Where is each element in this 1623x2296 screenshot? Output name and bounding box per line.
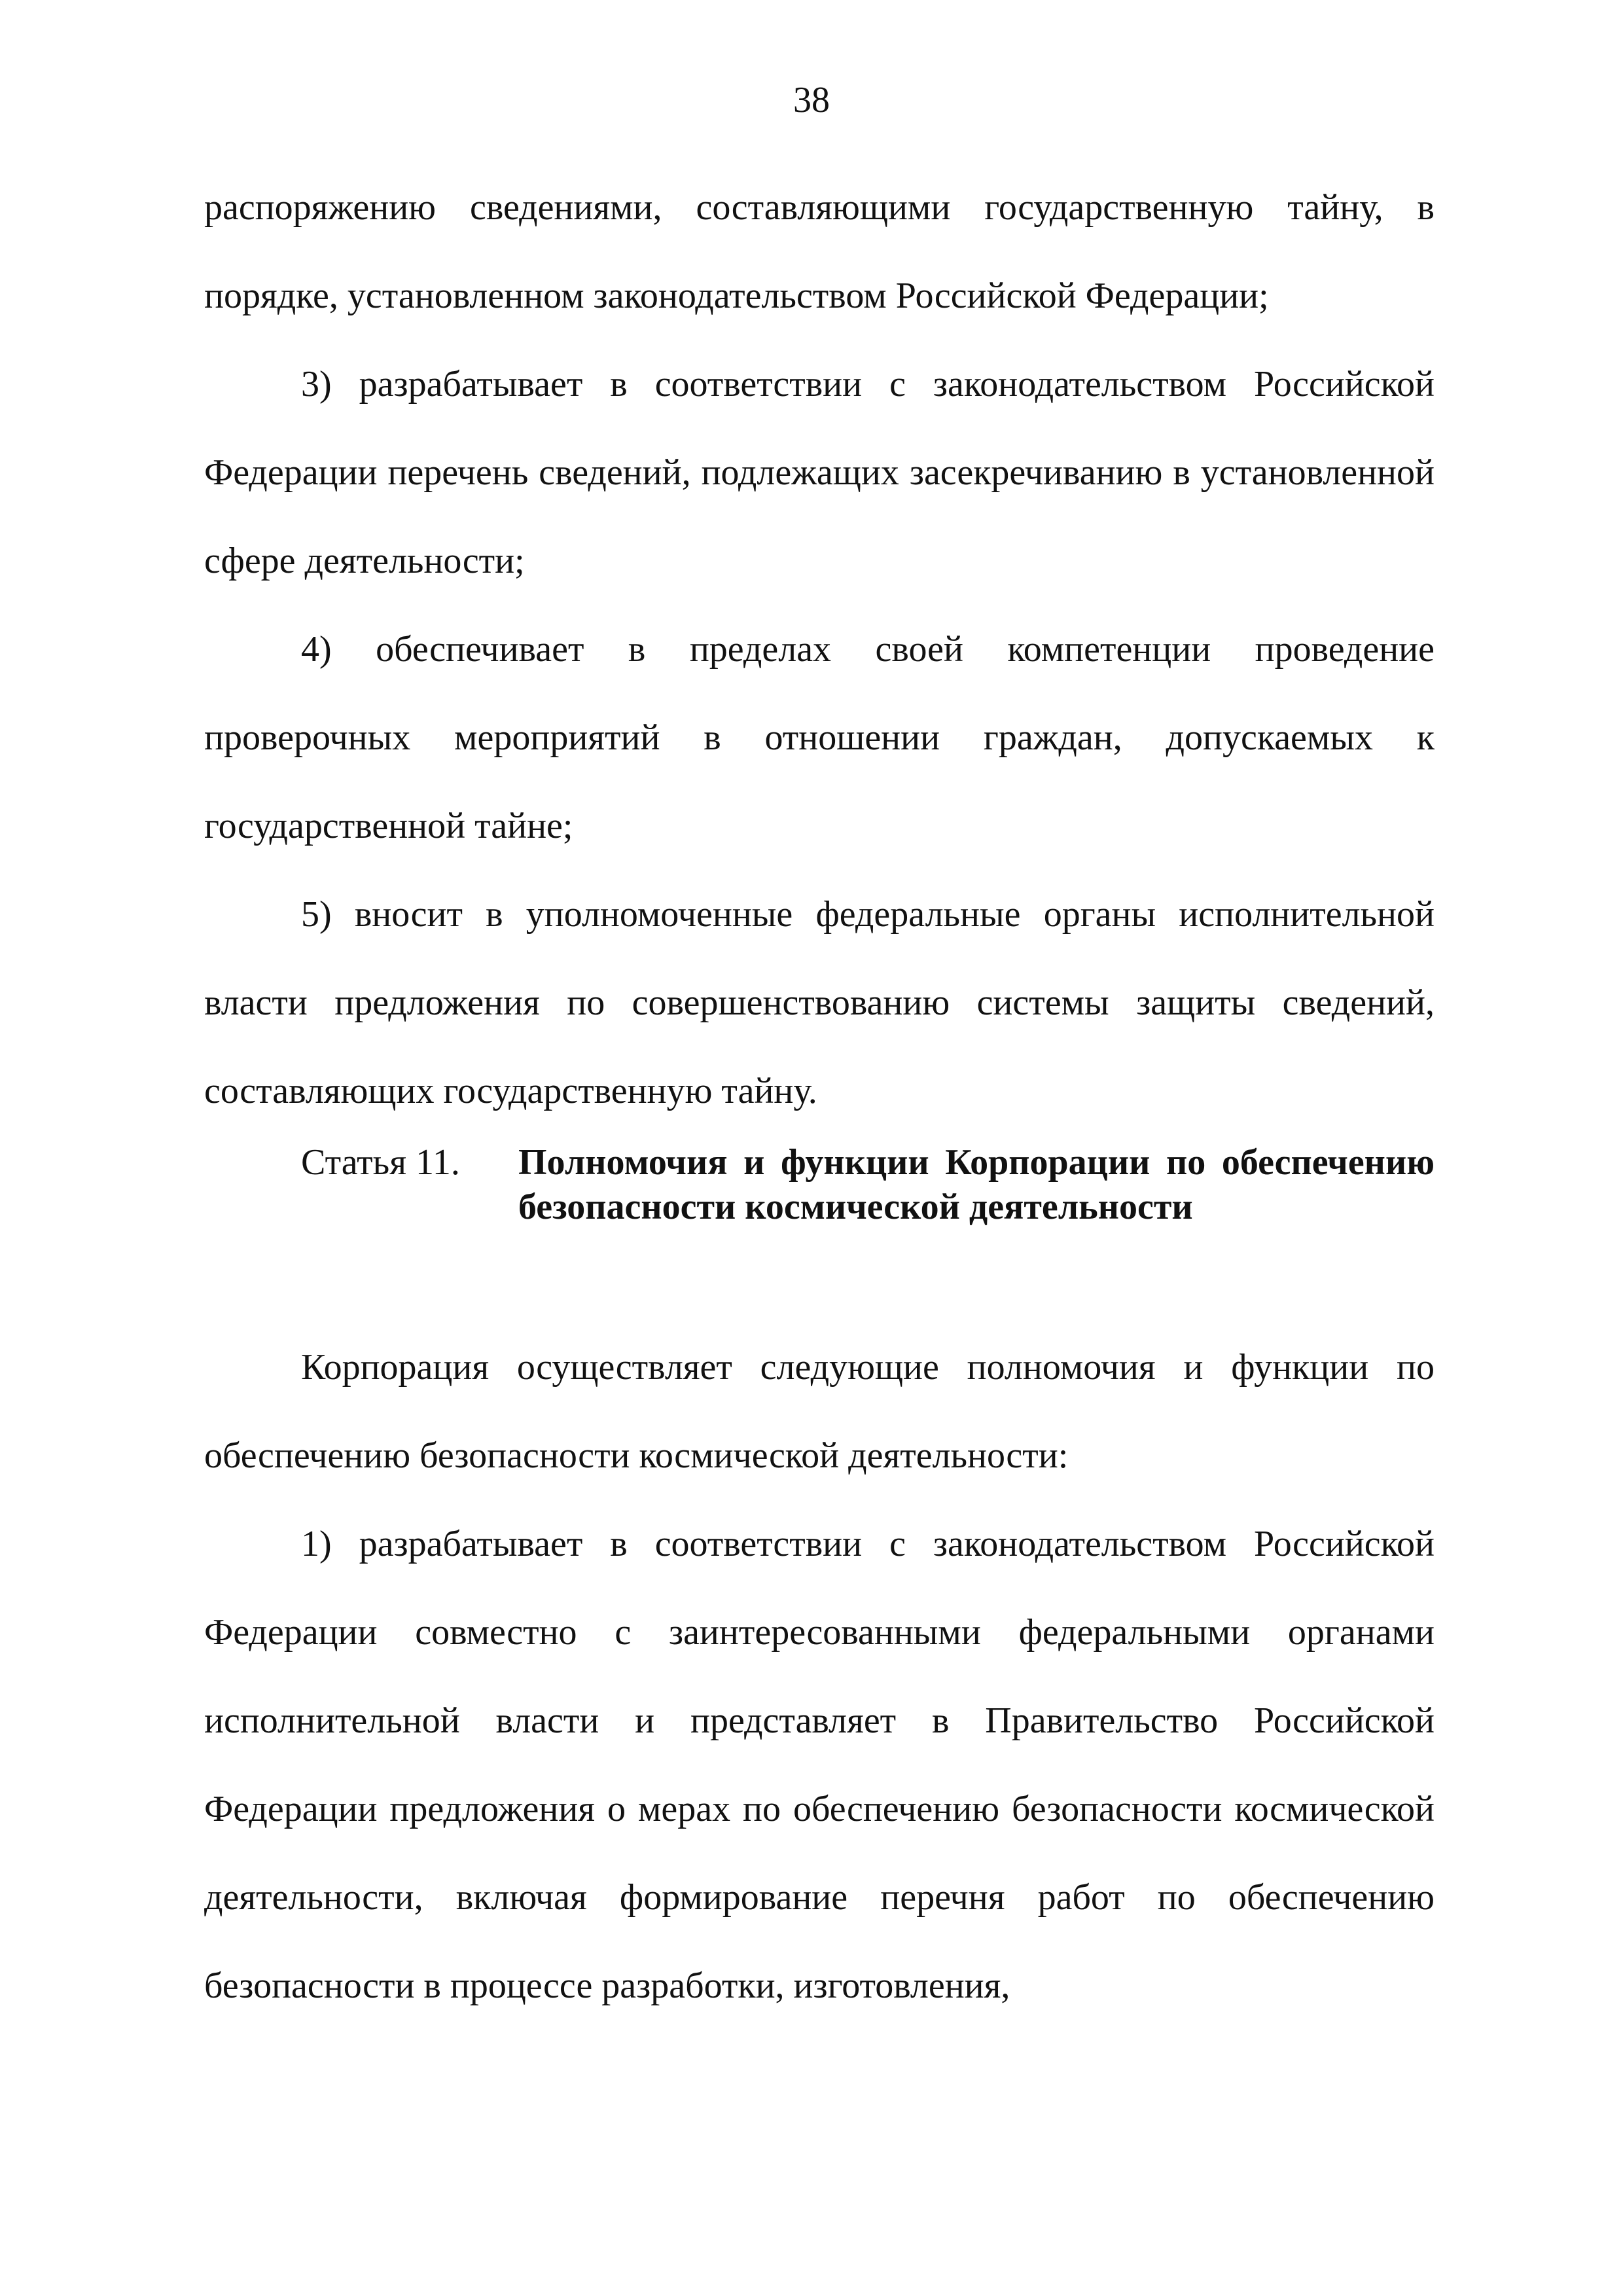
body-section-2 [204, 1323, 1435, 2030]
article-label: Статья 11. [301, 1142, 460, 1183]
list-item-1: 1) разрабатывает в соответствии с законодательством Российской Федерации совместно с заинтересованными федеральными органами исполнительной власти и представляет в Правительство Российской Федерации предложения о мерах по обеспечению безопасности космической деятельности, включая формирование перечня работ по обеспечению безопасности в процессе разработки, изготовления, [204, 1524, 1435, 2006]
body-section-1 [204, 164, 1435, 1136]
article-heading [204, 1140, 1435, 1229]
list-item-5: 5) вносит в уполномоченные федеральные органы исполнительной власти предложения по совершенствованию системы защиты сведений, составляющих государственную тайну. [204, 894, 1435, 1111]
page-number: 38 [793, 80, 830, 120]
article-title: Полномочия и функции Корпорации по обеспечению безопасности космической деятельности [518, 1142, 1435, 1227]
list-item-4: 4) обеспечивает в пределах своей компетенции проведение проверочных мероприятий в отношении граждан, допускаемых к государственной тайне; [204, 629, 1435, 846]
article-intro-paragraph: Корпорация осуществляет следующие полномочия и функции по обеспечению безопасности космической деятельности: [204, 1347, 1435, 1476]
list-item-3: 3) разрабатывает в соответствии с законодательством Российской Федерации перечень сведений, подлежащих засекречиванию в установленной сфере деятельности; [204, 364, 1435, 581]
continuation-paragraph: распоряжению сведениями, составляющими государственную тайну, в порядке, установленном законодательством Российской Федерации; [204, 187, 1435, 316]
